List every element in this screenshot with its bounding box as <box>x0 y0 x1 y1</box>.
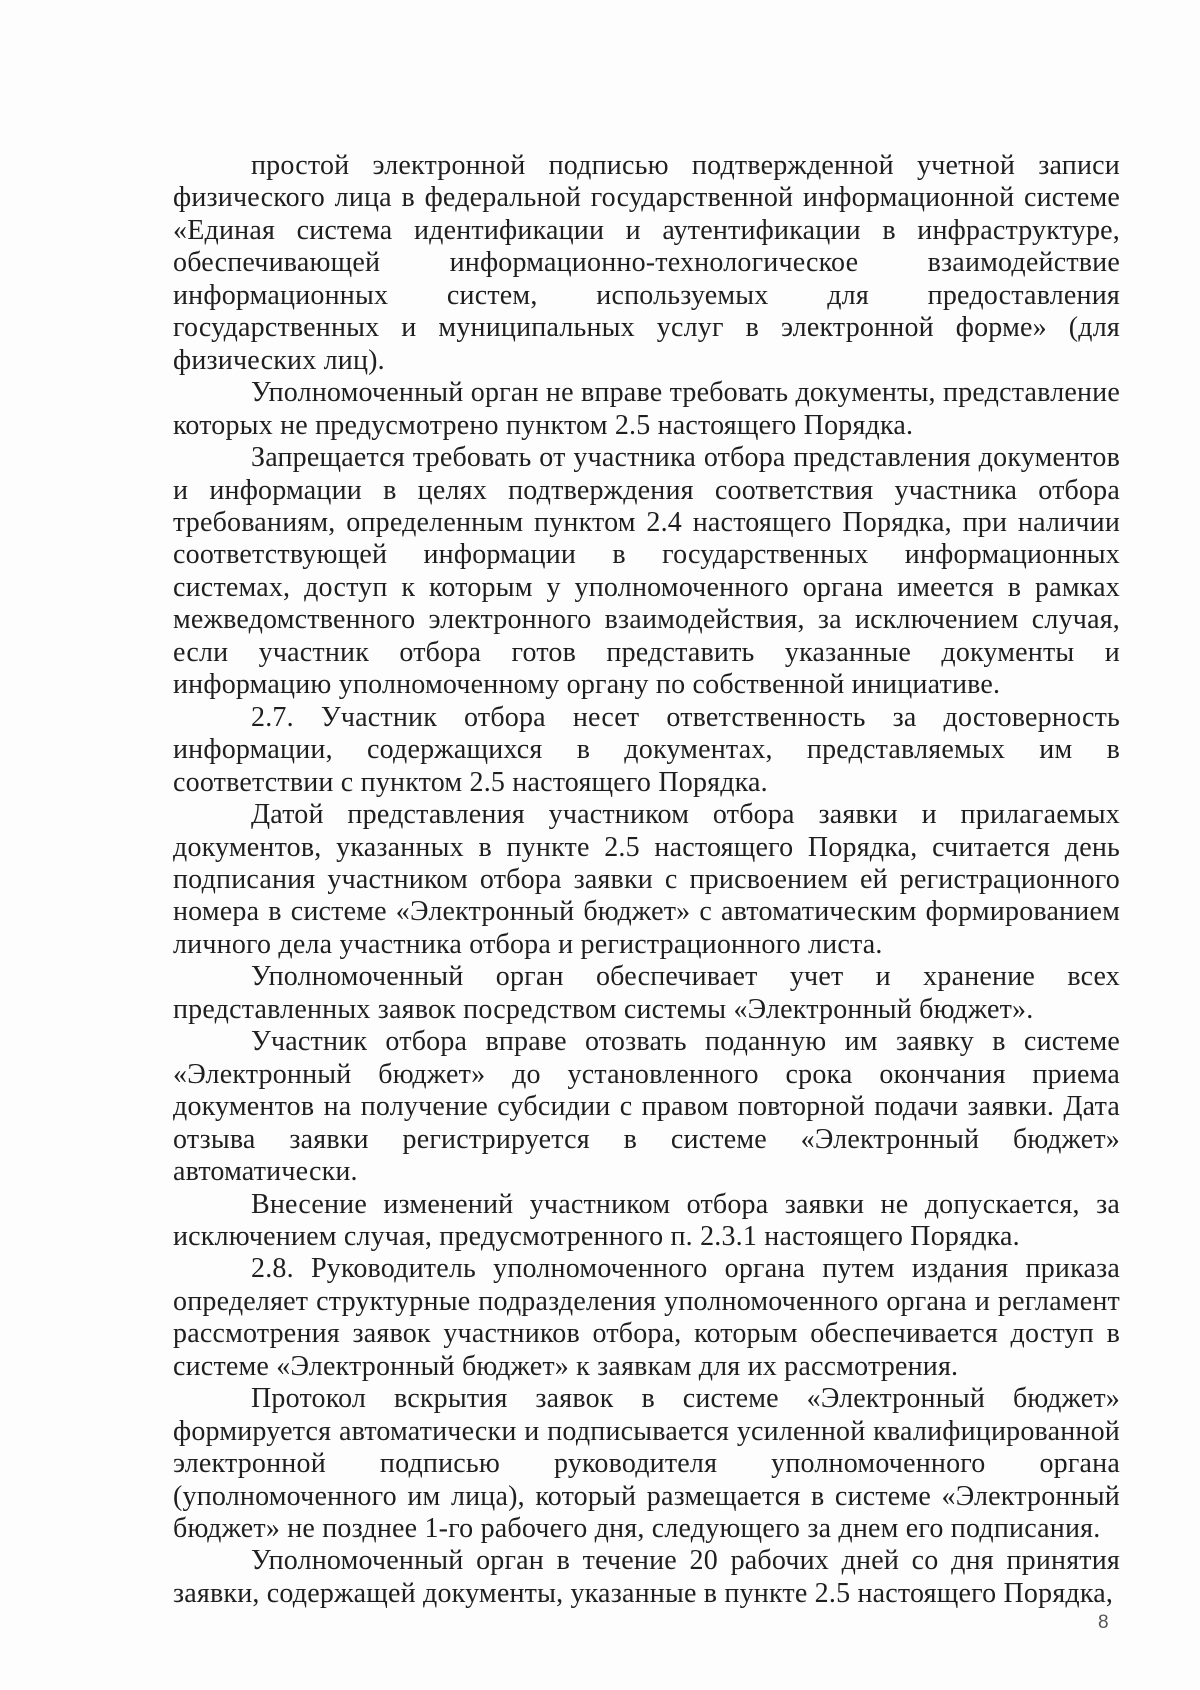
paragraph-signature-continuation: простой электронной подписью подтвержденной учетной записи физического лица в федеральной государственной информационной системе «Единая система идентификации и аутентификации в инфраструктуре, обеспечивающей информационно-технологическое взаимодействие информационных систем, используемых для предоставления государственных и муниципальных услуг в электронной форме» (для физических лиц). <box>173 150 1120 376</box>
paragraph-submission-date: Датой представления участником отбора заявки и прилагаемых документов, указанных в пункте 2.5 настоящего Порядка, считается день подписания участником отбора заявки с присвоением ей регистрационного номера в системе «Электронный бюджет» с автоматическим формированием личного дела участника отбора и регистрационного листа. <box>173 799 1120 960</box>
paragraph-accounting: Уполномоченный орган обеспечивает учет и хранение всех представленных заявок посредством системы «Электронный бюджет». <box>173 961 1120 1025</box>
paragraph-2-7: 2.7. Участник отбора несет ответственность за достоверность информации, содержащихся в документах, представляемых им в соответствии с пунктом 2.5 настоящего Порядка. <box>173 701 1120 798</box>
page-number: 8 <box>1098 1612 1109 1633</box>
paragraph-2-8: 2.8. Руководитель уполномоченного органа путем издания приказа определяет структурные подразделения уполномоченного органа и регламент рассмотрения заявок участников отбора, которым обеспечивается доступ в системе «Электронный бюджет» к заявкам для их рассмотрения. <box>173 1253 1120 1382</box>
paragraph-documents-not-required: Уполномоченный орган не вправе требовать документы, представление которых не предусмотрено пунктом 2.5 настоящего Порядка. <box>173 377 1120 441</box>
paragraph-prohibition: Запрещается требовать от участника отбора представления документов и информации в целях подтверждения соответствия участника отбора требованиям, определенным пунктом 2.4 настоящего Порядка, при наличии соответствующей информации в государственных информационных системах, доступ к которым у уполномоченного органа имеется в рамках межведомственного электронного взаимодействия, за исключением случая, если участник отбора готов представить указанные документы и информацию уполномоченному органу по собственной инициативе. <box>173 442 1120 701</box>
paragraph-no-changes: Внесение изменений участником отбора заявки не допускается, за исключением случая, предусмотренного п. 2.3.1 настоящего Порядка. <box>173 1188 1120 1252</box>
paragraph-review-period: Уполномоченный орган в течение 20 рабочих дней со дня принятия заявки, содержащей документы, указанные в пункте 2.5 настоящего Порядка, <box>173 1545 1120 1609</box>
paragraph-withdrawal: Участник отбора вправе отозвать поданную им заявку в системе «Электронный бюджет» до установленного срока окончания приема документов на получение субсидии с правом повторной подачи заявки. Дата отзыва заявки регистрируется в системе «Электронный бюджет» автоматически. <box>173 1026 1120 1188</box>
document-body <box>173 150 1120 1610</box>
paragraph-protocol: Протокол вскрытия заявок в системе «Электронный бюджет» формируется автоматически и подписывается усиленной квалифицированной электронной подписью руководителя уполномоченного органа (уполномоченного им лица), который размещается в системе «Электронный бюджет» не позднее 1-го рабочего дня, следующего за днем его подписания. <box>173 1383 1120 1545</box>
